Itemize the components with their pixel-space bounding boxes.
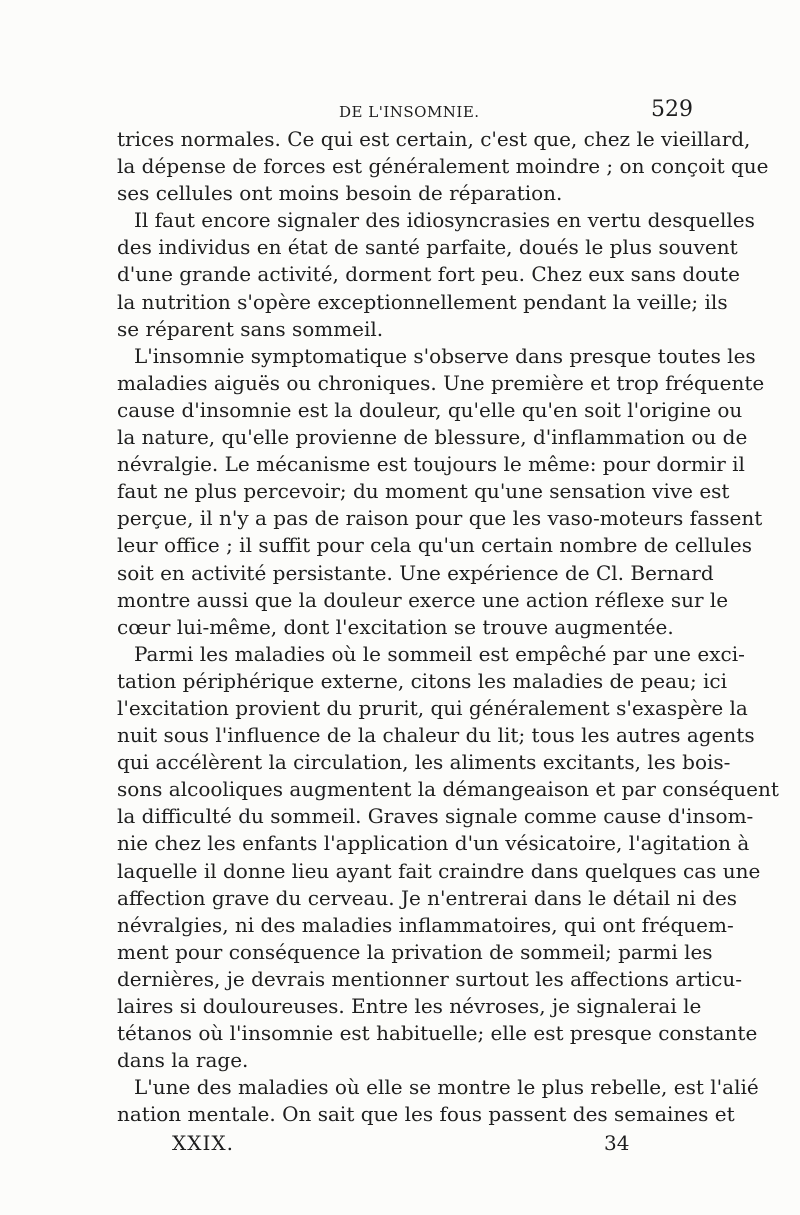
signature-mark: XXIX. [172,1131,234,1155]
text-line: ses cellules ont moins besoin de réparation. [117,181,563,206]
text-line: la difficulté du sommeil. Graves signale comme cause d'insom- [117,804,754,829]
text-line: dernières, je devrais mentionner surtout les affections articu- [117,966,743,991]
text-line: montre aussi que la douleur exerce une action réflexe sur le [117,587,729,612]
text-line: cœur lui-même, dont l'excitation se trouve augmentée. [117,614,674,639]
text-line: trices normales. Ce qui est certain, c'est que, chez le vieillard, [117,127,751,151]
text-line: nie chez les enfants l'application d'un vésicatoire, l'agitation à [117,831,750,856]
text-line: névralgies, ni des maladies inflammatoires, qui ont fréquem- [117,912,734,937]
text-line: laquelle il donne lieu ayant fait craindre dans quelques cas une [117,858,761,883]
text-line: tétanos où l'insomnie est habituelle; elle est presque constante [117,1021,758,1046]
text-line: la dépense de forces est généralement moindre ; on conçoit que [117,154,769,179]
text-line: tation périphérique externe, citons les maladies de peau; ici [117,668,728,693]
text-line: cause d'insomnie est la douleur, qu'elle qu'en soit l'origine ou [117,397,743,422]
text-line: ment pour conséquence la privation de sommeil; parmi les [117,939,713,964]
text-line: dans la rage. [117,1048,249,1073]
sheet-number: 34 [604,1131,630,1155]
text-line: leur office ; il suffit pour cela qu'un certain nombre de cellules [117,533,752,558]
text-line: maladies aiguës ou chroniques. Une première et trop fréquente [117,370,765,395]
text-line: perçue, il n'y a pas de raison pour que les vaso-moteurs fassent [117,506,763,531]
text-line: Il faut encore signaler des idiosyncrasies en vertu desquelles [134,208,755,233]
text-line: Parmi les maladies où le sommeil est empêché par une exci- [134,641,745,666]
text-line: nation mentale. On sait que les fous passent des semaines et [117,1102,735,1127]
running-title: DE L'INSOMNIE. [339,103,480,121]
text-line: se réparent sans sommeil. [117,316,384,341]
text-line: des individus en état de santé parfaite, doués le plus souvent [117,235,738,260]
text-line: la nature, qu'elle provienne de blessure, d'inflammation ou de [117,425,748,450]
text-line: sons alcooliques augmentent la démangeaison et par conséquent [117,777,779,802]
text-line: nuit sous l'influence de la chaleur du lit; tous les autres agents [117,723,755,748]
text-line: la nutrition s'opère exceptionnellement pendant la veille; ils [117,289,728,314]
text-line: faut ne plus percevoir; du moment qu'une sensation vive est [117,479,730,504]
text-line: d'une grande activité, dorment fort peu. Chez eux sans doute [117,262,740,287]
text-line: L'insomnie symptomatique s'observe dans presque toutes les [134,343,756,368]
body-text [117,126,779,1128]
page-number: 529 [651,97,693,122]
text-line: affection grave du cerveau. Je n'entrerai dans le détail ni des [117,885,738,910]
running-head [117,97,693,127]
text-line: qui accélèrent la circulation, les aliments excitants, les bois- [117,750,731,775]
page-footer [117,1131,693,1159]
text-line: L'une des maladies où elle se montre le plus rebelle, est l'alié [134,1075,759,1100]
text-line: laires si douloureuses. Entre les névroses, je signalerai le [117,994,702,1018]
text-line: soit en activité persistante. Une expérience de Cl. Bernard [117,560,714,585]
text-line: névralgie. Le mécanisme est toujours le même: pour dormir il [117,452,745,477]
text-line: l'excitation provient du prurit, qui généralement s'exaspère la [117,695,748,720]
